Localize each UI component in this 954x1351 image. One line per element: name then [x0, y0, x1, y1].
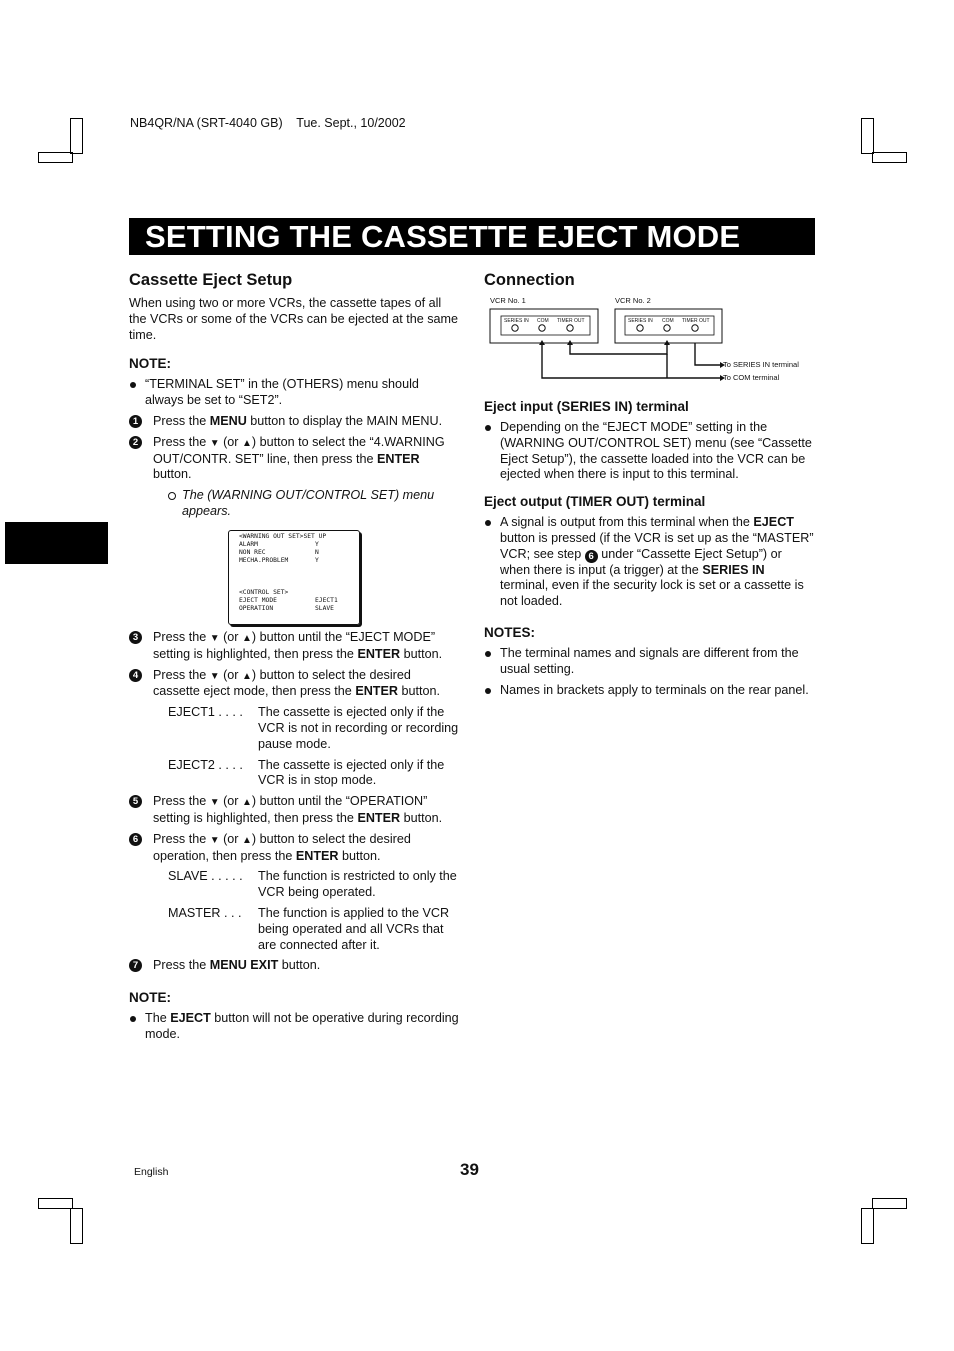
subsection-heading: Eject output (TIMER OUT) terminal [484, 494, 706, 510]
step-text: Press the [153, 630, 210, 644]
option-desc: The function is applied to the VCR being operated and all VCRs that are connected after it. [258, 905, 450, 952]
up-arrow-icon: ▲ [242, 834, 252, 846]
step-ref-number: 6 [585, 550, 598, 563]
button-name: ENTER [376, 451, 420, 466]
step-text: button. [400, 810, 443, 825]
option-row [168, 869, 459, 901]
down-arrow-icon: ▼ [209, 834, 220, 846]
button-name: ENTER [295, 848, 339, 863]
step-text: (or [219, 630, 242, 644]
button-name: EJECT [170, 1011, 211, 1026]
step-number: 1 [129, 415, 142, 428]
note-heading: NOTE: [129, 990, 171, 1006]
intro-text: When using two or more VCRs, the cassette tapes of all the VCRs or some of the VCRs can be ejected at the same time. [129, 296, 458, 342]
info-text: button is pressed (if the VCR is set up as the “MASTER” VCR; see step [500, 530, 814, 561]
menu-screen [228, 530, 360, 625]
note-text: The terminal names and signals are different from the usual setting. [500, 645, 799, 676]
crop-mark [38, 152, 73, 163]
step-2 [129, 435, 459, 483]
screen-label: ALARM [239, 541, 258, 548]
screen-label: EJECT MODE [239, 597, 277, 604]
step-number: 5 [129, 795, 142, 808]
title-bar [129, 218, 815, 255]
terminal-label: COM [537, 318, 549, 324]
subsection-heading: Eject input (SERIES IN) terminal [484, 399, 689, 414]
step-text: button to display the MAIN MENU. [246, 413, 443, 428]
document-code: NB4QR/NA (SRT-4040 GB) Tue. Sept., 10/2002 [130, 116, 406, 130]
option-key: EJECT2 . . . . [168, 757, 243, 772]
terminal-label: COM [662, 318, 674, 324]
step-number: 6 [129, 833, 142, 846]
option-row [168, 758, 459, 790]
note-item [484, 683, 814, 699]
to-com-label: To COM terminal [723, 373, 780, 382]
note-text: “TERMINAL SET” in the (OTHERS) menu should always be set to “SET2”. [145, 377, 419, 408]
section-heading: Connection [484, 271, 575, 289]
step-1 [129, 414, 459, 430]
note-text: Names in brackets apply to terminals on the rear panel. [500, 682, 809, 697]
screen-value: Y [315, 541, 319, 548]
sub-item-text: The (WARNING OUT/CONTROL SET) menu appears. [182, 488, 435, 518]
step-text: ) button until the “EJECT MODE” setting is highlighted, then press the [153, 630, 436, 661]
option-row [168, 705, 459, 752]
step-text: ) button to select the desired operation, then press the [153, 831, 411, 863]
step-4 [129, 668, 459, 701]
up-arrow-icon: ▲ [242, 670, 252, 682]
button-name: MENU EXIT [209, 958, 279, 973]
option-key: EJECT1 . . . . [168, 705, 243, 720]
screen-value: N [315, 549, 319, 556]
left-column-lower [129, 630, 459, 1043]
step-5 [129, 794, 459, 827]
screen-label: NON REC [239, 549, 266, 556]
note-text: button will not be operative during recording mode. [145, 1011, 459, 1041]
left-column [129, 270, 459, 520]
right-column [484, 270, 814, 290]
crop-mark [872, 152, 907, 163]
note-item [484, 646, 814, 678]
step-text: (or [219, 434, 242, 449]
side-tab [5, 522, 108, 564]
info-text: A signal is output from this terminal when the [500, 515, 754, 530]
note-item [129, 1011, 459, 1043]
step-text: button. [338, 848, 381, 863]
screen-label: MECHA.PROBLEM [239, 557, 289, 564]
info-text: under “Cassette Eject Setup”) or when there is input (a trigger) at the [500, 546, 782, 577]
screen-title: <CONTROL SET> [239, 589, 289, 596]
up-arrow-icon: ▲ [242, 437, 252, 449]
step-number: 3 [129, 631, 142, 644]
step-3 [129, 630, 459, 663]
terminal-label: SERIES IN [628, 318, 653, 324]
right-column-lower [484, 398, 814, 698]
terminal-name: SERIES IN [702, 562, 765, 577]
crop-mark [861, 118, 874, 154]
button-name: MENU [209, 413, 247, 428]
step-text: button. [153, 467, 192, 482]
option-desc: The cassette is ejected only if the VCR is in stop mode. [258, 757, 445, 788]
step-text: button. [278, 958, 321, 973]
screen-value: Y [315, 557, 319, 564]
section-heading: Cassette Eject Setup [129, 271, 293, 289]
step-text: button. [398, 684, 441, 699]
option-row [168, 906, 459, 953]
terminal-label: SERIES IN [504, 318, 529, 324]
screen-label: OPERATION [239, 605, 274, 612]
step-text: ) button until the “OPERATION” setting is highlighted, then press the [153, 794, 428, 825]
note-text: The [145, 1011, 171, 1026]
connection-diagram [488, 294, 818, 386]
button-name: ENTER [355, 684, 398, 699]
crop-mark [70, 1208, 83, 1244]
step-text: Press the [153, 667, 210, 682]
button-name: ENTER [357, 646, 401, 661]
down-arrow-icon: ▼ [209, 633, 220, 644]
step-text: (or [219, 831, 242, 846]
terminal-label: TIMER OUT [682, 318, 710, 324]
terminal-label: TIMER OUT [557, 318, 585, 324]
step-text: Press the [153, 434, 210, 449]
button-name: EJECT [753, 515, 794, 530]
vcr1-label: VCR No. 1 [490, 296, 526, 305]
crop-mark [872, 1198, 907, 1209]
crop-mark [70, 118, 83, 154]
note-item [129, 377, 459, 409]
step-text: (or [219, 667, 242, 682]
option-desc: The cassette is ejected only if the VCR is not in recording or recording pause mode. [258, 705, 459, 751]
info-item [484, 515, 814, 610]
step-number: 4 [129, 669, 142, 682]
language-label: English [134, 1166, 169, 1178]
page-title: SETTING THE CASSETTE EJECT MODE [145, 219, 741, 254]
info-text: terminal, even if the security lock is set or a cassette is not loaded. [500, 578, 804, 609]
notes-heading: NOTES: [484, 624, 536, 640]
step-text: Press the [153, 831, 210, 846]
up-arrow-icon: ▲ [242, 633, 252, 644]
screen-value: SLAVE [315, 605, 334, 612]
step-text: button. [400, 646, 443, 661]
option-desc: The function is restricted to only the VCR being operated. [258, 869, 457, 900]
step-text: (or [219, 794, 242, 809]
to-series-label: To SERIES IN terminal [723, 360, 799, 369]
step-7 [129, 958, 459, 974]
vcr2-label: VCR No. 2 [615, 296, 651, 305]
down-arrow-icon: ▼ [209, 670, 220, 682]
info-text: Depending on the “EJECT MODE” setting in the (WARNING OUT/CONTROL SET) menu (see “Cassette Eject Setup”), the cassette loaded into the VCR can be ejected when there is input to this terminal. [500, 420, 812, 482]
step-number: 7 [129, 959, 142, 972]
up-arrow-icon: ▲ [242, 797, 252, 809]
step-text: ) button to select the “4.WARNING OUT/CONTR. SET” line, then press the [153, 434, 445, 466]
screen-title: <WARNING OUT SET>SET UP [239, 533, 327, 540]
sub-item [168, 488, 459, 520]
screen-value: EJECT1 [315, 597, 338, 604]
step-text: Press the [153, 794, 210, 809]
step-text: Press the [153, 413, 210, 428]
option-key: MASTER . . . [168, 905, 242, 920]
step-6 [129, 832, 459, 865]
down-arrow-icon: ▼ [209, 797, 220, 809]
crop-mark [861, 1208, 874, 1244]
page-number: 39 [460, 1160, 479, 1179]
step-text: ) button to select the desired cassette eject mode, then press the [153, 667, 411, 699]
note-heading: NOTE: [129, 356, 171, 372]
option-key: SLAVE . . . . . [168, 869, 243, 884]
info-item [484, 420, 814, 483]
down-arrow-icon: ▼ [209, 437, 220, 449]
button-name: ENTER [357, 810, 401, 825]
step-text: Press the [153, 958, 210, 973]
crop-mark [38, 1198, 73, 1209]
step-number: 2 [129, 436, 142, 449]
